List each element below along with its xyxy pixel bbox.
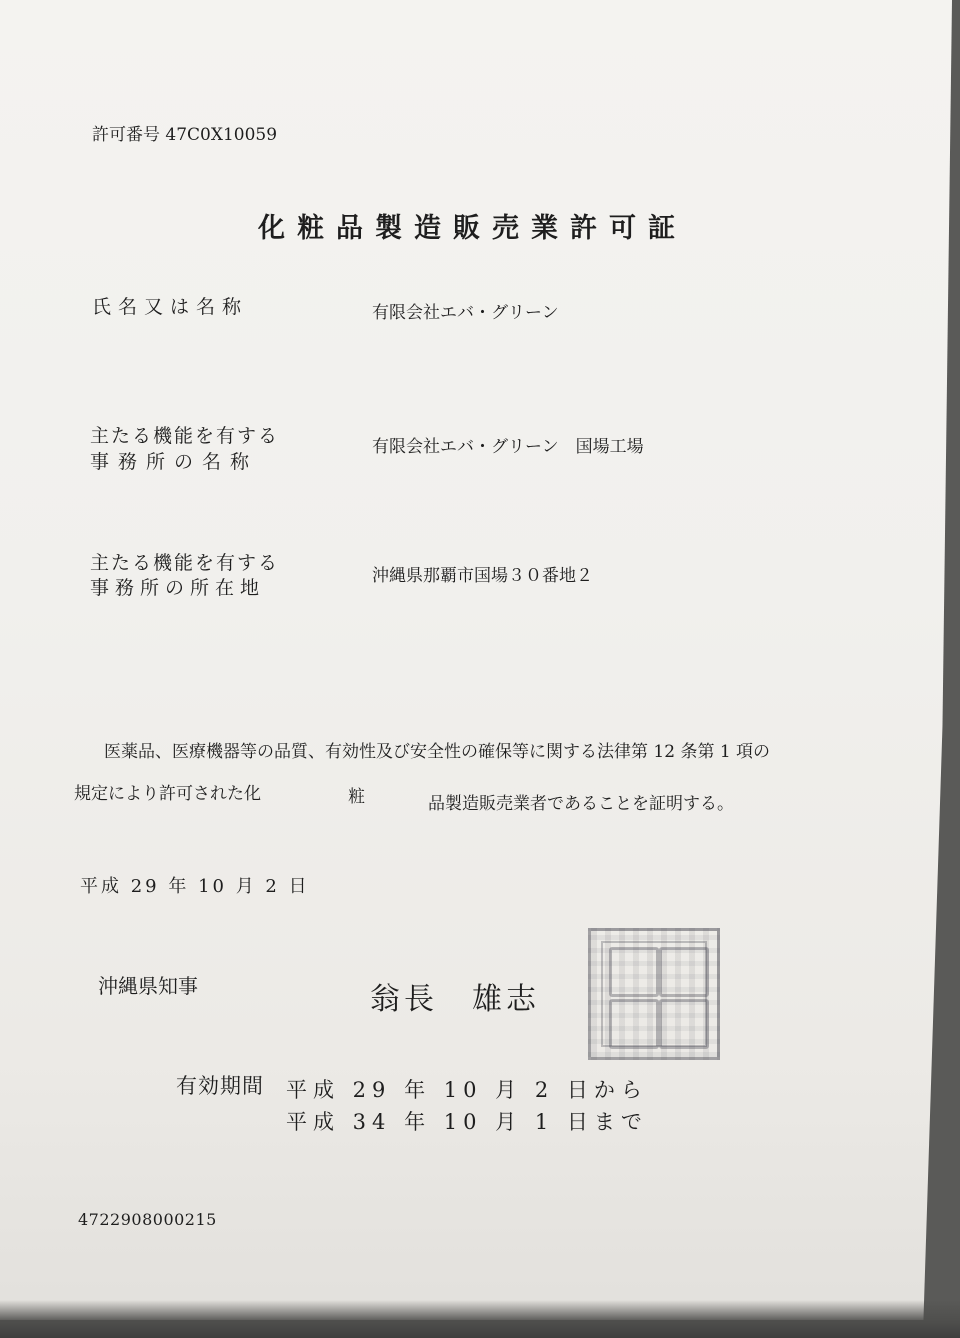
field-label-office-name-line2: 事務所の名称 <box>90 451 259 473</box>
certification-line-2-part-3: 品製造販売業者であることを証明する。 <box>428 794 734 814</box>
field-label-office-name-line1: 主たる機能を有する <box>90 425 280 447</box>
official-seal-stamp <box>588 928 720 1060</box>
validity-to: 平成 34 年 10 月 1 日まで <box>286 1110 648 1134</box>
field-label-office-address-line2: 事務所の所在地 <box>90 577 266 599</box>
issue-date: 平成 29 年 10 月 2 日 <box>80 876 310 897</box>
document-number: 4722908000215 <box>78 1210 217 1229</box>
field-value-office-address: 沖縄県那覇市国場３０番地２ <box>372 566 593 586</box>
background-table <box>0 1300 960 1338</box>
permit-number: 許可番号 47C0X10059 <box>92 125 278 145</box>
document-title: 化粧品製造販売業許可証 <box>258 213 687 244</box>
certification-line-1: 医薬品、医療機器等の品質、有効性及び安全性の確保等に関する法律第 12 条第 1 項の <box>104 742 771 762</box>
field-label-office-address-line1: 主たる機能を有する <box>90 552 280 574</box>
certification-line-2-part-2: 粧 <box>348 787 365 807</box>
field-value-office-name: 有限会社エバ・グリーン 国場工場 <box>372 437 644 457</box>
validity-label: 有効期間 <box>176 1074 264 1098</box>
certification-line-2-part-1: 規定により許可された化 <box>74 784 261 804</box>
issuer-title: 沖縄県知事 <box>98 974 198 998</box>
field-label-name: 氏名又は名称 <box>92 296 249 318</box>
issuer-name: 翁長 雄志 <box>370 982 540 1017</box>
validity-from: 平成 29 年 10 月 2 日から <box>286 1078 648 1102</box>
field-value-name: 有限会社エバ・グリーン <box>372 303 559 323</box>
